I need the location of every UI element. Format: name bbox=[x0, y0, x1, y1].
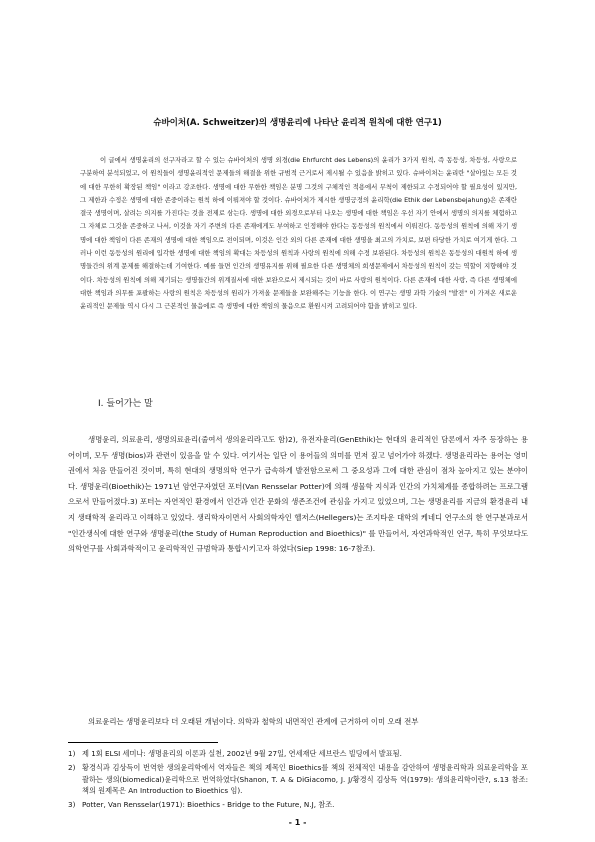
abstract-text: 이 글에서 생명윤리의 선구자라고 할 수 있는 슈바이처의 생명 외경(die Ehrfurcht des Lebens)의 윤리가 3가지 원칙, 즉 동등성, 차등성, 사랑으로 구분하여 분석되었고, 이 원칙들이 생명윤리적인 문제들의 해결을 위한 규범적 근거로서 제시될 수 있음을 밝히고 있다. 슈바이처는 윤리란 "살아있는 모든 것에 대한 무한히 확장된 책임" 이라고 강조한다. 생명에 대한 무한한 책임은 분명 그것의 구체적인 적용에서 무척이 제한되고 수정되어야 할 필요성이 있지만, 그 제한과 수정은 생명에 대한 존중이라는 원칙 하에 이뤄져야 할 것이다. 슈바이처가 제시한 생명긍정의 윤리학(die Ethik der Lebensbejahung)은 존재란 결국 생명이며, 살려는 의지를 가진다는 것을 전제로 삼는다. 생명에 대한 외경으로부터 나오는 생명에 대한 책임은 우선 자기 안에서 생명의 의지를 체험하고 그 자체로 그것을 존중하고 나서, 이것을 자기 주변의 다른 존재에게도 부여하고 인정해야 한다는 동등성의 원칙에서 이뤄진다. 동등성의 원칙에 의해 자기 생명에 대한 책임이 다른 존재의 생명에 대한 책임으로 전이되며, 이것은 인간 외의 다른 존재에 대한 생명을 최고의 가치로, 보편 타당한 가치로 여기게 한다. 그러나 이런 동등성의 원리에 입각한 생명에 대한 책임의 확대는 차등성의 원칙과 사랑의 원칙에 의해 수정 보완된다. 차등성의 원칙은 동등성의 대원칙 하에 생명들간의 위계 문제를 해결하는데 기여한다. 예를 들면 인간의 생명유지를 위해 필요한 다른 생명체의 희생문제에서 차등성의 원칙이 갖는 역할이 지향해야 것이다. 차등성의 원칙에 의해 제기되는 생명들간의 위계질서에 대한 보완으로서 제시되는 것이 바로 사랑의 원칙이다. 다른 존재에 대한 사랑, 즉 다른 생명체에 대한 책임과 의무를 포괄하는 사랑의 원칙은 차등성의 원리가 가져올 문제들을 보완해주는 기능을 한다. 이 연구는 생명 과학 기술의 "발전" 이 가져온 새로운 윤리적인 문제들 역시 다시 그 근본적인 물음에로 즉 생명에 대한 책임의 물음으로 환원시켜 고려되어야 함을 밝히고 있다. bbox=[80, 156, 517, 311]
document-title: 슈바이처(A. Schweitzer)의 생명윤리에 나타난 윤리적 원칙에 대한 연구1) bbox=[153, 118, 442, 128]
footnote-text: Potter, Van Rensselar(1971): Bioethics - Bridge to the Future, N.J, 참조. bbox=[82, 800, 335, 810]
body-paragraph bbox=[68, 714, 528, 730]
footnote-text: 제 1회 ELSI 세미나: 생명윤리의 이론과 실천, 2002년 9월 27일, 연세재단 세브란스 빌딩에서 발표됨. bbox=[82, 749, 402, 758]
footnote-divider bbox=[68, 742, 218, 743]
paragraph-text: 생명윤리, 의료윤리, 생명의료윤리(줄여서 생의윤리라고도 함)2), 유전자윤리(GenEthik)는 현대의 윤리적인 담론에서 자주 등장하는 용어이며, 모두 생명(bios)과 관련이 있음을 알 수 있다. 여기서는 일단 이 용어들의 의미를 먼저 짚고 넘어가야 하겠다. 생명윤리라는 용어는 영미권에서 처음 만들어진 것이며, 특히 현대의 생명의학 연구가 급속하게 발전함으로써 그 중요성과 그에 대한 관심이 점차 높아지고 있는 분야이다. 생명윤리(Bioethik)는 1971년 암연구자였던 포터(Van Rensselar Potter)에 의해 생물학 지식과 인간의 가치체계를 종합하려는 프로그램으로서 만들어졌다.3) 포터는 자연적인 환경에서 인간과 인간 문화의 생존조건에 관심을 가지고 있었으며, 그는 생명윤리를 지금의 환경윤리 내지 생태학적 윤리라고 이해하고 있었다. 생리학자이면서 사회의학자인 헬저스(Hellegers)는 조지타운 대학의 케네디 연구소의 한 연구분과로서 "인간생식에 대한 연구와 생명윤리(the Study of Human Reproduction and Bioethics)" 를 만들어서, 자연과학적인 연구, 특히 무엇보다도 의학연구를 사회과학적이고 윤리학적인 규범학과 통합시키고자 하였다(Siep 1998: 16-7참조). bbox=[68, 435, 528, 554]
footnote bbox=[68, 748, 528, 760]
footnote-text: 황경식과 김상득이 번역한 생의윤리학에서 역자들은 책의 제목인 Bioethics를 책의 전체적인 내용을 감안하여 생명윤리학과 의료윤리학을 포괄하는 생의(biomedical)윤리학으로 번역하였다(Shanon, T. A & DiGiacomo, J. J/황경식 김상득 역(1979): 생의윤리학이란?, s.13 참조: 책의 원제목은 An Introduction to Bioethics 임). bbox=[82, 762, 528, 796]
footnote-number: 1) bbox=[68, 749, 76, 758]
body-paragraph bbox=[68, 432, 528, 557]
paragraph-text: 의료윤리는 생명윤리보다 더 오래된 개념이다. 의학과 철학의 내면적인 관계에 근거하여 이미 오래 전부 bbox=[88, 717, 419, 726]
footnote bbox=[68, 762, 528, 797]
footnote-number: 2) bbox=[68, 762, 76, 772]
footnote bbox=[68, 799, 528, 811]
section-heading: Ⅰ. 들어가는 말 bbox=[98, 399, 153, 409]
abstract bbox=[80, 154, 517, 314]
page-number: - 1 - bbox=[288, 818, 307, 827]
footnote-number: 3) bbox=[68, 800, 76, 810]
footnotes bbox=[68, 748, 528, 813]
